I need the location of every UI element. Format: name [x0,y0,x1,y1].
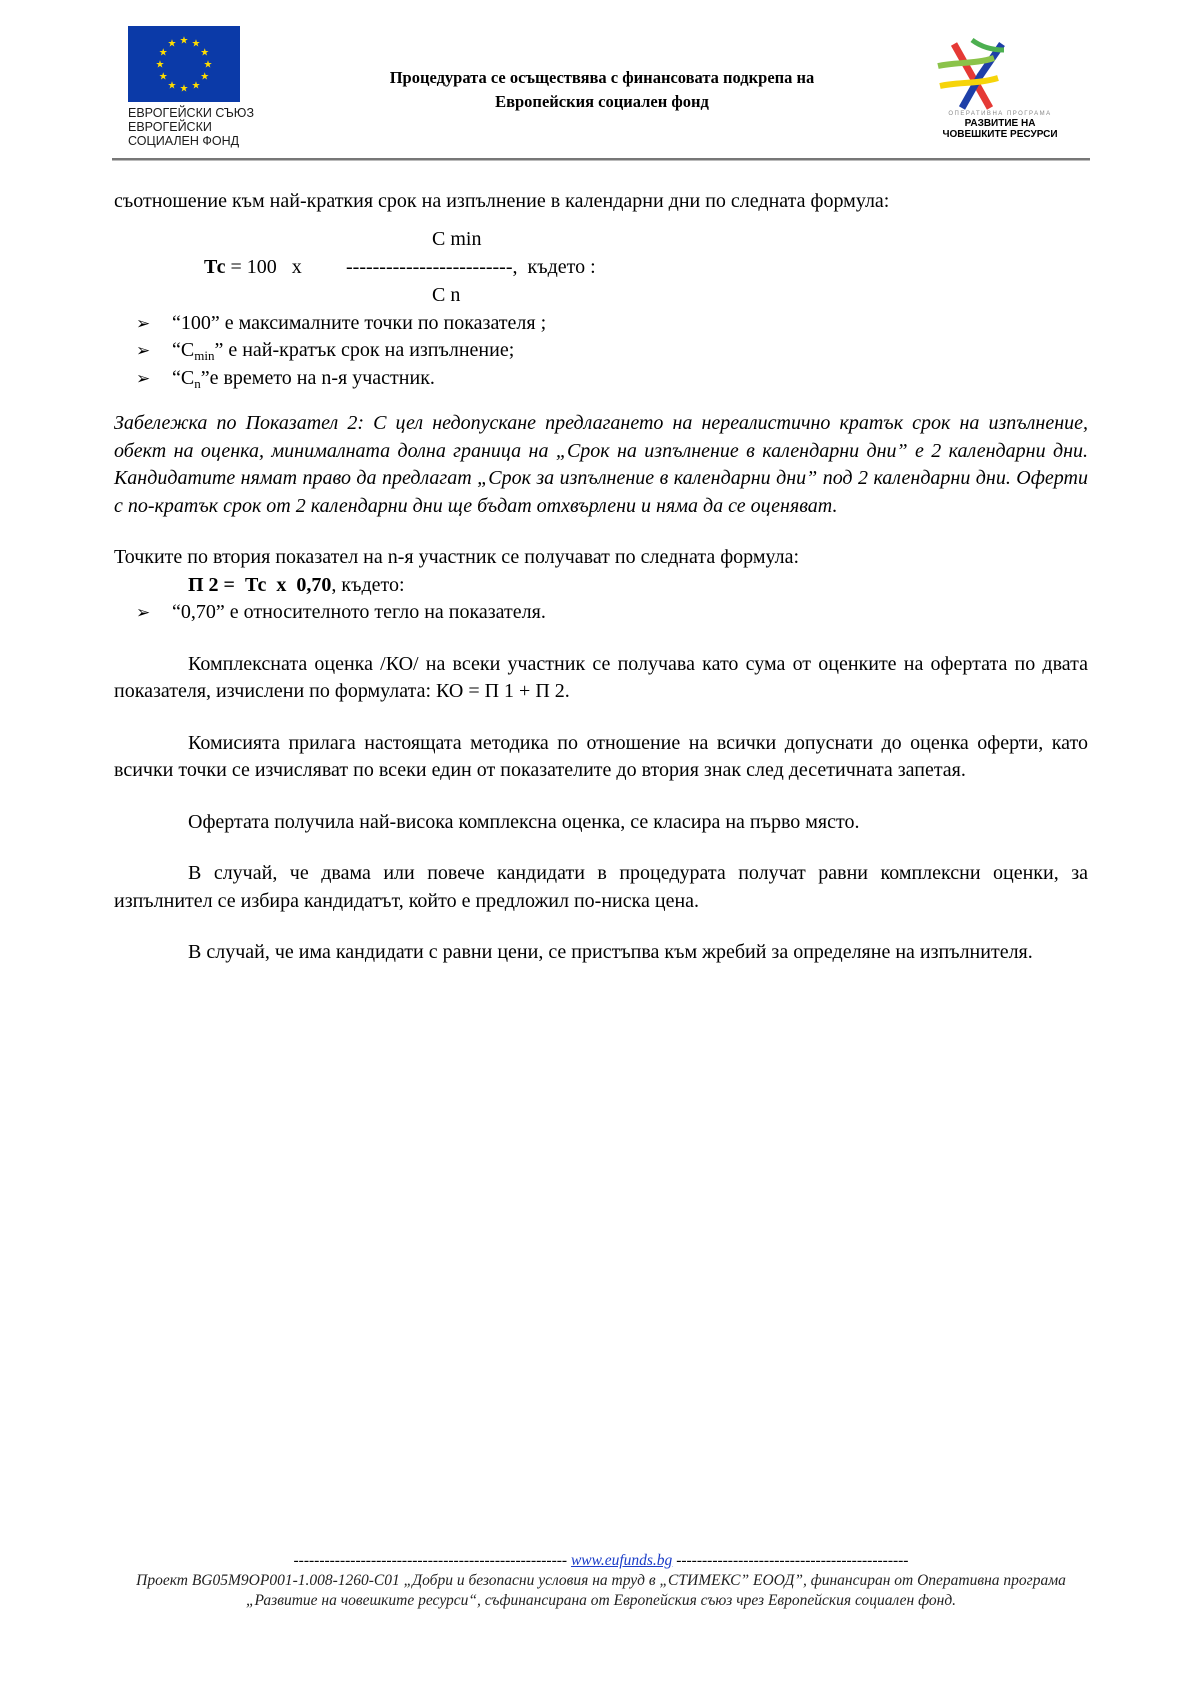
paragraph-complex-score: Комплексната оценка /КО/ на всеки участник се получава като сума от оценките на офертата по двата показателя, изчислени по формулата: КО = П 1 + П 2. [114,652,1088,702]
list-item-text: “C [172,366,195,389]
eu-star-icon: ★ [179,83,189,95]
intro-paragraph: съотношение към най-краткия срок на изпълнение в календарни дни по следната формула: [114,190,890,212]
header-title [322,66,882,114]
header-title-line: Процедурата се осъществява с финансовата подкрепа на [389,68,815,87]
list-item [114,337,1088,365]
op-caption-line: РАЗВИТИЕ НА [964,118,1036,129]
paragraph-commission: Комисията прилага настоящата методика по отношение на всички допуснати до оценка оферти, като всички точки се изчисляват по всеки един от показателите до втория знак след десетичната запетая. [114,731,1088,781]
header-divider [112,158,1090,161]
formula-lhs-rest: = 100 x [225,255,302,278]
op-hr-logo [932,36,1022,116]
arrow-bullet-icon: ➢ [136,603,151,622]
list-item-text: “100” е максималните точки по показателя ; [172,311,547,334]
eu-star-icon: ★ [200,71,210,83]
eu-star-icon: ★ [158,71,168,83]
footer-link-line [112,1551,1090,1571]
eufunds-link[interactable]: www.eufunds.bg [570,1552,673,1569]
op-logo-caption [930,110,1070,140]
eu-star-icon: ★ [200,47,210,59]
list-item-subscript: n [194,375,201,391]
eu-star-icon: ★ [191,80,201,92]
formula-tc [114,226,1088,310]
weight-list [114,599,1088,627]
footer-dashes: --------------------------------------------- [672,1552,909,1569]
page-header [112,26,1090,160]
footer-dashes: ----------------------------------------------------- [293,1552,571,1569]
paragraph-tie-lot: В случай, че има кандидати с равни цени, се пристъпва към жребий за определяне на изпълнителя. [188,941,1033,963]
eu-star-icon: ★ [158,47,168,59]
list-item-text: “C [172,339,195,361]
arrow-bullet-icon: ➢ [136,313,151,333]
note-paragraph: Забележка по Показател 2: С цел недопускане предлагането на нереалистично кратък срок на изпълнение, обект на оценка, минималната долна граница на „Срок на изпълнение в календарни дни” е 2 календарни дни. Кандидатите нямат право да предлагат „Срок за изпълнение в календарни дни” под 2 календарни дни. Оферти с по-кратък срок от 2 календарни дни ще бъдат отхвърлени и няма да се оценяват. [114,412,1088,517]
formula-fraction-bar: -------------------------, където : [346,255,596,278]
document-body [114,188,1088,967]
arrow-bullet-icon: ➢ [136,341,151,360]
list-item [114,310,1088,338]
eu-flag-logo [128,26,240,102]
points-paragraph: Точките по втория показател на n-я участник се получават по следната формула: [114,546,800,568]
arrow-bullet-icon: ➢ [136,368,151,388]
formula-legend-list [114,310,1088,393]
eu-star-icon: ★ [203,59,213,71]
list-item [114,599,1088,627]
paragraph-ranking: Офертата получила най-висока комплексна оценка, се класира на първо място. [188,810,860,833]
eu-star-icon: ★ [155,59,165,71]
eu-star-icon: ★ [191,38,201,50]
formula-lhs [204,254,302,282]
eu-star-icon: ★ [179,35,189,47]
footer-project-text: Проект BG05M9OP001-1.008-1260-C01 „Добри и безопасни условия на труд в „СТИМЕКС” ЕООД”, финансиран от Оперативна програма „Развитие на човешките ресурси“, съфинансирана от Европейския съюз чрез Европейския социален фонд. [136,1572,1066,1609]
formula-denominator: C n [432,283,461,306]
eu-star-icon: ★ [167,38,177,50]
formula-numerator: C min [432,227,482,250]
eu-caption-line: СОЦИАЛЕН ФОНД [128,134,240,148]
eu-caption-line: ЕВРОГЕЙСКИ СЪЮЗ [128,106,254,120]
paragraph-tie-price: В случай, че двама или повече кандидати в процедурата получат равни комплексни оценки, за изпълнител се избира кандидатът, който е предложил по-ниска цена. [114,862,1088,912]
list-item-subscript: min [194,348,215,363]
list-item-text: “0,70” е относителното тегло на показателя. [172,601,546,623]
formula-p2-expression: П 2 = Тс х 0,70 [188,573,332,596]
eu-caption-line: ЕВРОГЕЙСКИ [128,120,212,134]
list-item-text: ”е времето на n-я участник. [200,366,435,389]
formula-p2 [114,572,1088,600]
list-item [114,365,1088,393]
list-item-text: ” е най-кратък срок на изпълнение; [214,339,515,361]
op-caption-small: ОПЕРАТИВНА ПРОГРАМА [948,111,1052,117]
header-title-line: Европейския социален фонд [495,92,709,111]
page-footer [112,1551,1090,1611]
eu-logo-caption [128,106,288,148]
formula-lhs-var: Тс [204,255,226,278]
formula-p2-rest: , където: [331,573,405,596]
op-caption-line: ЧОВЕШКИТЕ РЕСУРСИ [942,129,1058,140]
eu-star-icon: ★ [167,80,177,92]
